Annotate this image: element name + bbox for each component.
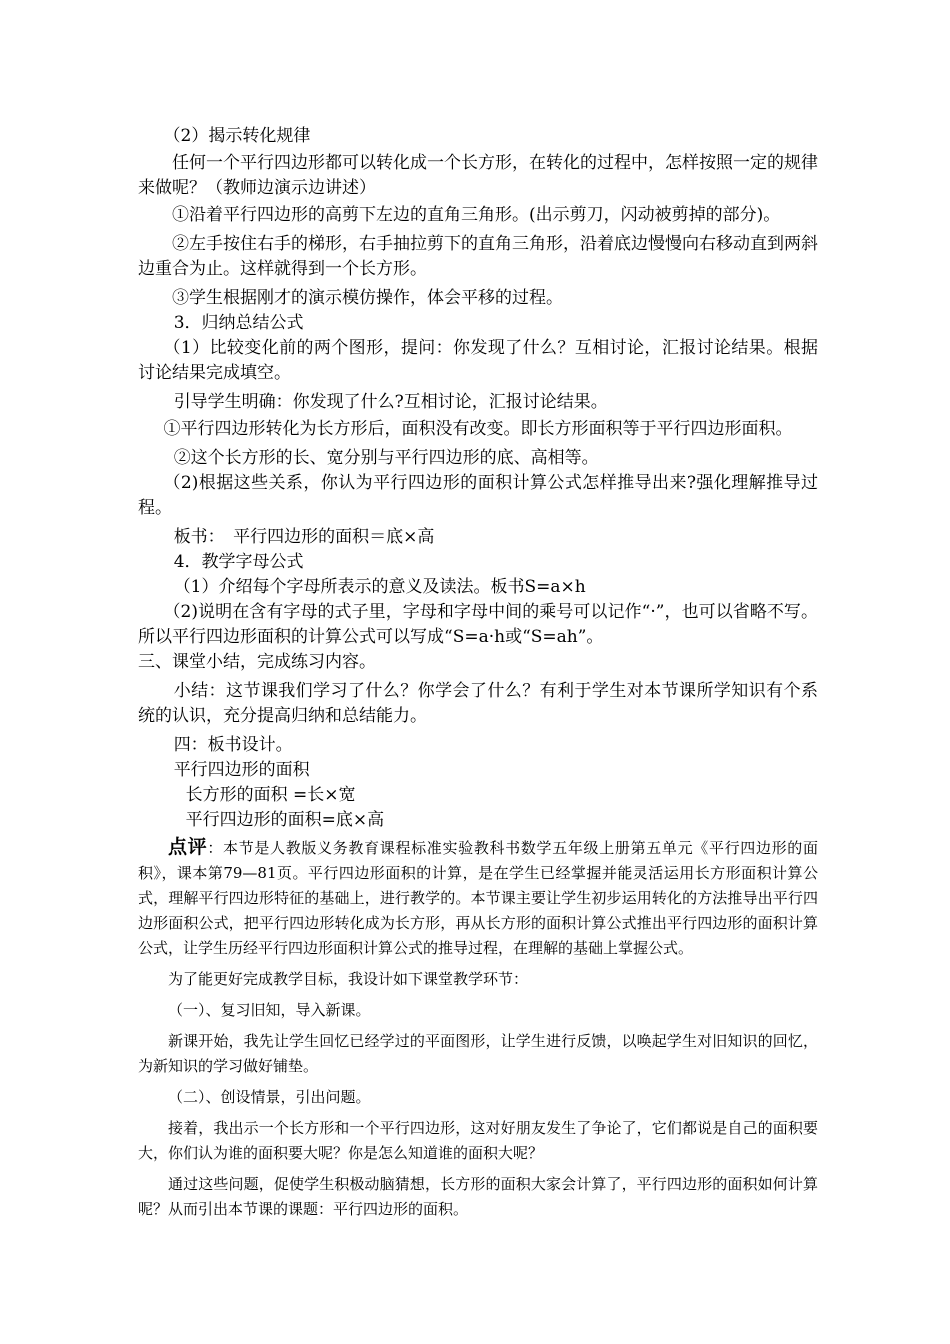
section-heading-scenario: （二）、创设情景，引出问题。 [168,1088,371,1106]
paragraph: （2)根据这些关系，你认为平行四边形的面积计算公式怎样推导出来?强化理解推导过程。 [138,473,818,518]
paragraph: ②左手按住右手的梯形，右手抽拉剪下的直角三角形，沿着底边慢慢向右移动直到两斜边重合为止。这样就得到一个长方形。 [138,234,818,279]
review-text: ：本节是人教版义务教育课程标准实验教科书数学五年级上册第五单元《平行四边形的面积》，课本第79—81页。平行四边形面积的计算，是在学生已经掌握并能灵活运用长方形面积计算公式，理解平行四边形特征的基础上，进行教学的。本节课主要让学生初步运用转化的方法推导出平行四边形面积公式，把平行四边形转化成为长方形，再从长方形的面积计算公式推出平行四边形的面积计算公式，让学生历经平行四边形面积计算公式的推导过程，在理解的基础上掌握公式。 [138,839,818,957]
paragraph: 接着，我出示一个长方形和一个平行四边形，这对好朋友发生了争论了，它们都说是自己的面积要大，你们认为谁的面积要大呢？你是怎么知道谁的面积大呢？ [138,1119,818,1162]
subheading-letter-formula: 4．教学字母公式 [173,552,304,572]
paragraph: 为了能更好完成教学目标，我设计如下课堂教学环节： [168,970,529,988]
paragraph: 任何一个平行四边形都可以转化成一个长方形，在转化的过程中，怎样按照一定的规律来做呢？（教师边演示边讲述） [138,153,818,198]
paragraph: 新课开始，我先让学生回忆已经学过的平面图形，让学生进行反馈，以唤起学生对旧知识的回忆，为新知识的学习做好铺垫。 [138,1032,818,1075]
board-formula-rectangle: 长方形的面积 =长×宽 [185,785,356,805]
paragraph: 通过这些问题，促使学生积极动脑猜想，长方形的面积大家会计算了，平行四边形的面积如何计算呢？从而引出本节课的课题：平行四边形的面积。 [138,1175,818,1218]
section-heading-board-design: 四：板书设计。 [173,735,293,755]
paragraph: ②这个长方形的长、宽分别与平行四边形的底、高相等。 [173,448,599,468]
paragraph: ①沿着平行四边形的高剪下左边的直角三角形。(出示剪刀，闪动被剪掉的部分)。 [172,205,781,225]
paragraph: 小结：这节课我们学习了什么？你学会了什么？有利于学生对本节课所学知识有个系统的认识，充分提高归纳和总结能力。 [138,681,818,726]
paragraph: ①平行四边形转化为长方形后，面积没有改变。即长方形面积等于平行四边形面积。 [163,419,793,439]
document-body [138,124,818,1222]
paragraph: （1）比较变化前的两个图形，提问：你发现了什么？互相讨论，汇报讨论结果。根据讨论结果完成填空。 [138,338,818,383]
paragraph: ③学生根据刚才的演示模仿操作，体会平移的过程。 [172,288,563,308]
section-heading-summary: 三、课堂小结，完成练习内容。 [138,652,376,672]
review-label: 点评 [168,836,208,858]
paragraph: （1）介绍每个字母所表示的意义及读法。板书S=a×h [173,577,586,597]
review-paragraph [138,835,818,961]
board-writing: 板书： 平行四边形的面积＝底×高 [173,527,435,547]
paragraph: 引导学生明确：你发现了什么?互相讨论，汇报讨论结果。 [173,392,608,412]
section-heading-review: （一）、复习旧知，导入新课。 [168,1001,371,1019]
subheading-summarize-formula: 3．归纳总结公式 [173,313,304,333]
board-title: 平行四边形的面积 [173,760,310,780]
subheading-transform-rule: （2）揭示转化规律 [163,126,311,146]
paragraph: （2)说明在含有字母的式子里，字母和字母中间的乘号可以记作“·”，也可以省略不写。所以平行四边形面积的计算公式可以写成“S=a·h或“S=ah”。 [138,602,818,647]
board-formula-parallelogram: 平行四边形的面积=底×高 [185,810,385,830]
